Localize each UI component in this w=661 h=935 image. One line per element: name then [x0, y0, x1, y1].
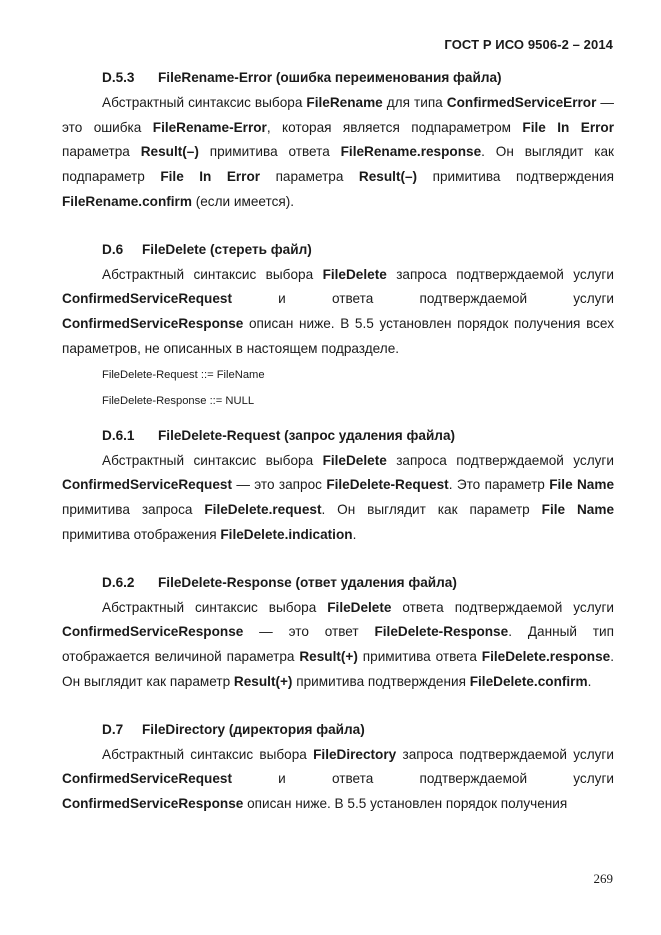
bold-term: FileRename [306, 94, 383, 110]
bold-term: FileRename.response [340, 144, 482, 160]
section-number: D.5.3 [102, 70, 135, 85]
code-line: FileDelete-Request ::= FileName [102, 368, 265, 381]
bold-term: File In Error [160, 169, 261, 185]
paragraph: Абстрактный синтаксис выбора FileDelete запроса подтверждаемой услуги ConfirmedServiceRequest и ответа подтверждаемой услуги ConfirmedServiceResponse описан ниже. В 5.5 установлен порядок получения всех параметров, не описанных в настоящем подразделе. [62, 266, 614, 356]
section-number: D.6.1 [102, 427, 135, 443]
section-heading-d6 [62, 238, 614, 263]
bold-term: FileDelete [327, 599, 392, 615]
bold-term: Result(+) [233, 673, 293, 689]
paragraph: Абстрактный синтаксис выбора FileRename для типа ConfirmedServiceError — это ошибка FileRename-Error, которая является подпараметром File In Error параметра Result(–) примитива ответа FileRename.response. Он выглядит как подпараметр File In Error параметра Result(–) примитива подтверждения FileRename.confirm (если имеется). [62, 94, 615, 209]
bold-term: ConfirmedServiceRequest [62, 291, 232, 307]
bold-term: File Name [541, 502, 615, 518]
section-title: FileRename-Error (ошибка переименования файла) [158, 70, 502, 85]
code-line: FileDelete-Response ::= NULL [102, 394, 255, 407]
paragraph: Абстрактный синтаксис выбора FileDelete запроса подтверждаемой услуги ConfirmedServiceRequest — это запрос FileDelete-Request. Это параметр File Name примитива запроса FileDelete.request. Он выглядит как параметр File Name примитива отображения FileDelete.indication. [62, 452, 615, 542]
section-heading-d61 [62, 424, 614, 449]
bold-term: FileDelete.confirm [469, 673, 588, 689]
bold-term: ConfirmedServiceError [446, 94, 597, 110]
bold-term: ConfirmedServiceRequest [62, 771, 232, 787]
section-title: FileDelete-Request (запрос удаления файла) [158, 427, 456, 443]
bold-term: ConfirmedServiceRequest [62, 477, 232, 493]
document-header: ГОСТ Р ИСО 9506-2 – 2014 [444, 37, 613, 52]
page-number: 269 [593, 871, 613, 886]
bold-term: FileRename.confirm [62, 193, 192, 209]
bold-term: FileDelete [322, 266, 387, 282]
bold-term: FileDelete-Request [326, 477, 449, 493]
bold-term: FileDelete.request [204, 502, 322, 518]
bold-term: FileDelete-Response [374, 624, 509, 640]
bold-term: FileDelete.response [481, 649, 611, 665]
page-content [62, 66, 614, 817]
paragraph: Абстрактный синтаксис выбора FileDirectory запроса подтверждаемой услуги ConfirmedServiceRequest и ответа подтверждаемой услуги ConfirmedServiceResponse описан ниже. В 5.5 установлен порядок получения [62, 746, 614, 812]
bold-term: ConfirmedServiceResponse [62, 316, 244, 332]
section-heading-d7 [62, 718, 614, 743]
bold-term: FileDelete [322, 452, 387, 468]
bold-term: FileRename-Error [152, 119, 267, 135]
section-title: FileDelete-Response (ответ удаления файла) [158, 574, 457, 590]
bold-term: File Name [549, 477, 615, 493]
bold-term: FileDirectory [313, 746, 397, 762]
section-number: D.6 [102, 241, 124, 257]
bold-term: Result(+) [299, 649, 358, 665]
bold-term: Result(–) [140, 144, 199, 160]
bold-term: FileDelete.indication [220, 526, 353, 542]
bold-term: ConfirmedServiceResponse [62, 796, 244, 812]
bold-term: File In Error [522, 119, 614, 135]
bold-term: ConfirmedServiceResponse [62, 624, 244, 640]
paragraph: Абстрактный синтаксис выбора FileDelete ответа подтверждаемой услуги ConfirmedServiceResponse — это ответ FileDelete-Response. Данный тип отображается величиной параметра Result(+) примитива ответа FileDelete.response. Он выглядит как параметр Result(+) примитива подтверждения FileDelete.confirm. [62, 599, 614, 689]
section-title: FileDelete (стереть файл) [142, 241, 312, 257]
section-number: D.7 [102, 721, 124, 737]
section-number: D.6.2 [102, 574, 135, 590]
section-title: FileDirectory (директория файла) [142, 721, 365, 737]
section-heading-d62 [62, 571, 614, 596]
section-heading-d53 [62, 66, 614, 91]
bold-term: Result(–) [358, 169, 418, 185]
